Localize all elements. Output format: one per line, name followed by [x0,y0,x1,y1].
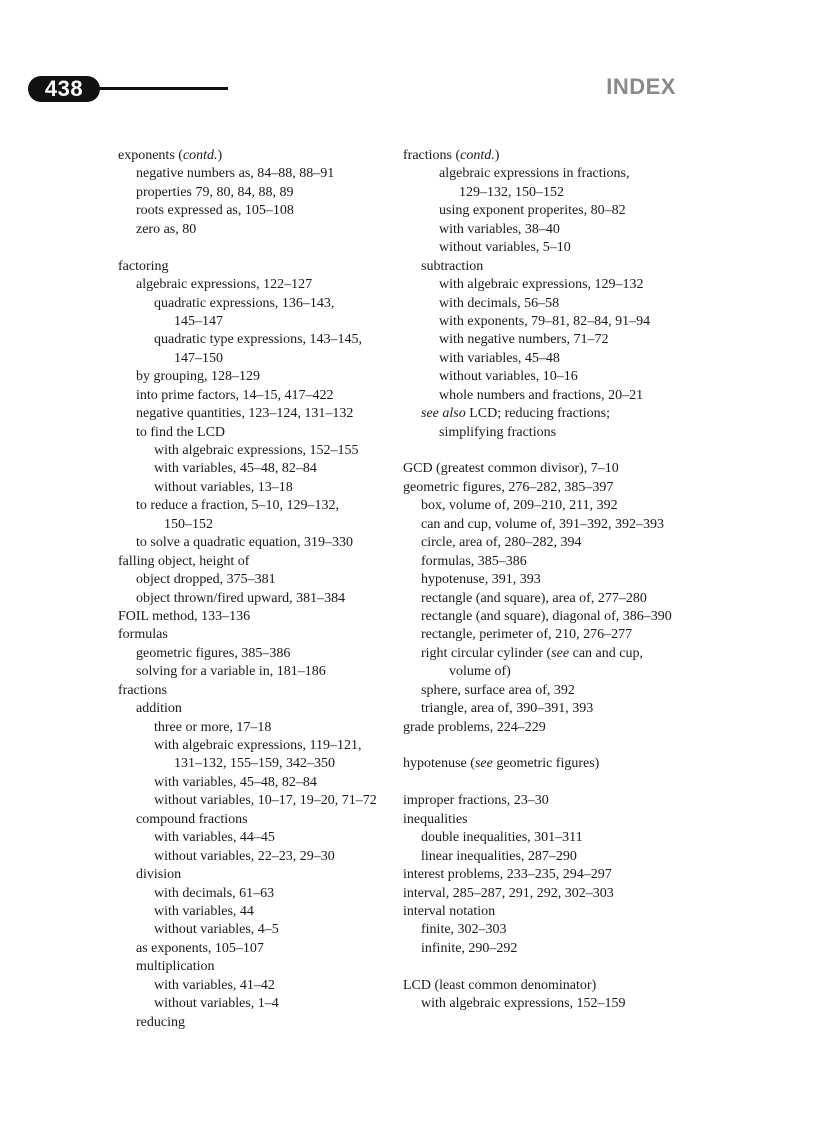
index-subentry: using exponent properites, 80–82 [439,203,626,219]
entry-text-part: see [551,645,570,661]
index-subentry: object thrown/fired upward, 381–384 [136,590,346,606]
index-subentry: without variables, 10–17, 19–20, 71–72 [154,793,377,809]
index-subentry: with variables, 38–40 [439,221,560,237]
entry-text-part: see [474,756,493,772]
entry-text-part: fractions ( [403,148,461,163]
entry-text-part: exponents ( [118,148,183,163]
index-subentry: simplifying fractions [439,424,557,440]
index-subentry: triangle, area of, 390–391, 393 [421,701,594,717]
index-column-left [118,147,388,1032]
index-subentry: to find the LCD [136,424,226,440]
index-entry: geometric figures, 276–282, 385–397 [403,479,614,495]
index-entry: GCD (greatest common divisor), 7–10 [403,461,619,477]
entry-text-part: ) [217,148,223,163]
index-subentry: rectangle, perimeter of, 210, 276–277 [421,627,633,643]
index-subentry: can and cup, volume of, 391–392, 392–393 [421,516,665,532]
index-subentry: geometric figures, 385–386 [136,645,291,661]
index-subentry: rectangle (and square), area of, 277–280 [421,590,647,606]
index-subentry: multiplication [136,959,215,975]
index-subentry: 147–150 [174,350,223,366]
index-entry: factoring [118,258,169,274]
entry-text-part: LCD; reducing fractions; [465,406,610,422]
index-subentry: compound fractions [136,811,248,827]
index-subentry: without variables, 10–16 [439,369,578,385]
index-entry [403,755,693,773]
entry-gap [403,774,693,792]
index-subentry: with decimals, 61–63 [154,885,275,901]
index-subentry: 150–152 [164,516,213,532]
index-subentry: with exponents, 79–81, 82–84, 91–94 [439,313,651,329]
page-number: 438 [28,76,100,102]
index-subentry: to solve a quadratic equation, 319–330 [136,535,353,551]
index-subentry: with algebraic expressions, 152–155 [154,443,359,458]
index-subentry: volume of) [449,664,511,680]
index-subentry: without variables, 13–18 [154,479,293,495]
index-entry: inequalities [403,811,468,827]
index-entry: interval notation [403,903,496,919]
index-subentry: formulas, 385–386 [421,553,527,569]
index-entry: interval, 285–287, 291, 292, 302–303 [403,885,614,901]
entry-text-part: ) [494,148,500,163]
index-subentry: whole numbers and fractions, 20–21 [439,387,644,403]
index-subentry: to reduce a fraction, 5–10, 129–132, [136,498,339,514]
index-subentry: without variables, 22–23, 29–30 [154,848,335,864]
entry-text-part: contd. [460,148,495,163]
index-subentry: quadratic type expressions, 143–145, [154,332,363,348]
index-subentry: rectangle (and square), diagonal of, 386–390 [421,608,672,624]
index-subentry: with variables, 45–48, 82–84 [154,461,317,477]
index-subentry: with algebraic expressions, 129–132 [439,277,644,293]
entry-text-part: hypotenuse ( [403,756,475,772]
index-subentry: 145–147 [174,313,223,329]
entry-gap [118,239,388,257]
entry-text-part: geometric figures) [492,756,600,772]
index-entry: FOIL method, 133–136 [118,608,251,624]
index-subentry: sphere, surface area of, 392 [421,682,575,698]
index-subentry: infinite, 290–292 [421,940,518,956]
running-title: INDEX [606,74,676,99]
index-subentry: properties 79, 80, 84, 88, 89 [136,184,294,200]
index-subentry: with variables, 45–48 [439,350,560,366]
entry-text-part: can and cup, [569,645,643,661]
index-subentry: hypotenuse, 391, 393 [421,572,541,588]
index-subentry: with decimals, 56–58 [439,295,560,311]
index-column-right [403,147,693,1014]
index-subentry: with variables, 45–48, 82–84 [154,774,317,790]
entry-gap [403,737,693,755]
entry-gap [403,958,693,976]
index-subentry: three or more, 17–18 [154,719,272,735]
index-subentry: algebraic expressions in fractions, [439,166,630,182]
index-subentry: with variables, 44–45 [154,830,275,846]
index-subentry: with variables, 41–42 [154,977,275,993]
index-entry: formulas [118,627,168,643]
entry-text-part: see also [421,406,466,422]
index-entry: falling object, height of [118,553,250,569]
index-subentry: as exponents, 105–107 [136,940,264,956]
index-subentry: finite, 302–303 [421,922,507,938]
index-entry [118,147,388,165]
index-subentry: with algebraic expressions, 152–159 [421,996,626,1012]
index-subentry: addition [136,701,182,717]
index-subentry: by grouping, 128–129 [136,369,261,385]
index-subentry: roots expressed as, 105–108 [136,203,294,219]
index-subentry: 129–132, 150–152 [459,184,564,200]
index-subentry [403,405,693,423]
index-entry: improper fractions, 23–30 [403,793,549,809]
index-subentry [403,645,693,663]
index-subentry: negative numbers as, 84–88, 88–91 [136,166,335,182]
index-subentry: circle, area of, 280–282, 394 [421,535,582,551]
entry-gap [403,442,693,460]
index-subentry: linear inequalities, 287–290 [421,848,577,864]
index-subentry: without variables, 1–4 [154,996,279,1012]
index-entry: fractions [118,682,167,698]
index-subentry: with algebraic expressions, 119–121, [154,738,362,753]
index-subentry: zero as, 80 [136,221,197,237]
index-subentry: negative quantities, 123–124, 131–132 [136,406,354,422]
index-entry: LCD (least common denominator) [403,977,597,993]
index-subentry: solving for a variable in, 181–186 [136,664,326,680]
entry-text-part: contd. [182,148,218,163]
index-entry [403,147,693,165]
index-subentry: object dropped, 375–381 [136,572,276,588]
index-subentry: box, volume of, 209–210, 211, 392 [421,498,618,514]
index-subentry: algebraic expressions, 122–127 [136,277,313,293]
entry-text-part: right circular cylinder ( [421,645,552,661]
index-subentry: 131–132, 155–159, 342–350 [174,756,335,772]
index-subentry: without variables, 5–10 [439,240,571,256]
index-subentry: quadratic expressions, 136–143, [154,295,335,311]
index-subentry: with negative numbers, 71–72 [439,332,609,348]
index-subentry: with variables, 44 [154,903,254,919]
index-subentry: reducing [136,1014,185,1030]
index-subentry: without variables, 4–5 [154,922,279,938]
index-entry: grade problems, 224–229 [403,719,546,735]
index-subentry: into prime factors, 14–15, 417–422 [136,387,334,403]
index-entry: interest problems, 233–235, 294–297 [403,867,612,883]
index-subentry: double inequalities, 301–311 [421,830,583,846]
header-rule [96,87,228,90]
index-subentry: division [136,867,182,883]
index-subentry: subtraction [421,258,484,274]
